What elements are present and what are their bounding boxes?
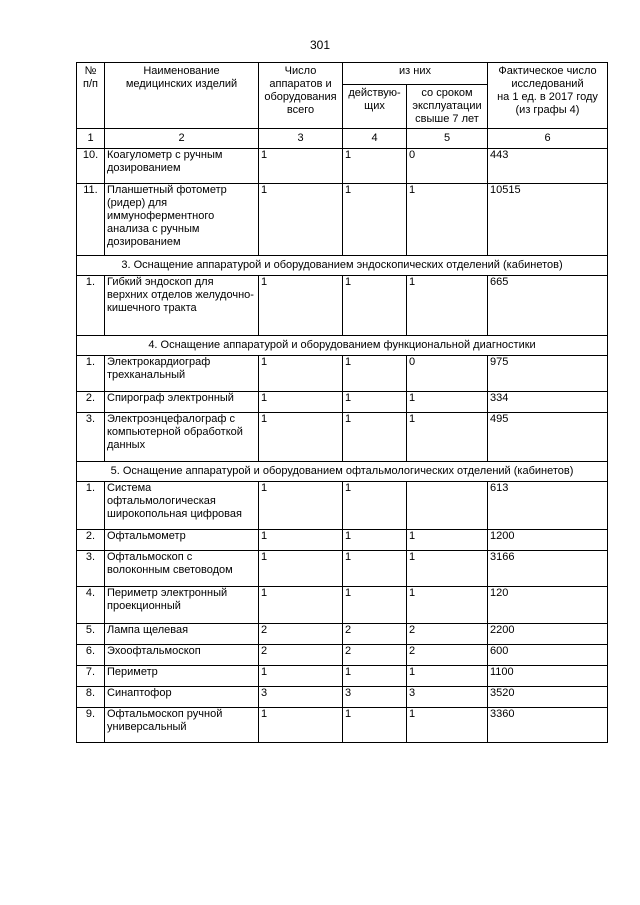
row-number: 4. bbox=[77, 587, 105, 624]
device-name: Планшетный фотометр (ридер) для иммуноферментного анализа с ручным дозированием bbox=[105, 184, 259, 256]
section-header-row bbox=[77, 336, 608, 356]
row-number: 6. bbox=[77, 645, 105, 666]
actual-studies: 665 bbox=[488, 276, 608, 336]
header-actual: Фактическое число исследований на 1 ед. в 2017 году (из графы 4) bbox=[488, 63, 608, 129]
table-row bbox=[77, 482, 608, 530]
total-count: 1 bbox=[259, 666, 343, 687]
device-name: Офтальмометр bbox=[105, 530, 259, 551]
row-number: 1. bbox=[77, 356, 105, 392]
total-count: 1 bbox=[259, 708, 343, 743]
active-count: 2 bbox=[343, 624, 407, 645]
active-count: 1 bbox=[343, 530, 407, 551]
device-name: Гибкий эндоскоп для верхних отделов желудочно-кишечного тракта bbox=[105, 276, 259, 336]
active-count: 2 bbox=[343, 645, 407, 666]
total-count: 1 bbox=[259, 392, 343, 413]
total-count: 1 bbox=[259, 356, 343, 392]
active-count: 1 bbox=[343, 392, 407, 413]
device-name: Синаптофор bbox=[105, 687, 259, 708]
over7-count: 1 bbox=[407, 413, 488, 462]
header-active: действую- щих bbox=[343, 85, 407, 129]
header-over7: со сроком эксплуатации свыше 7 лет bbox=[407, 85, 488, 129]
row-number: 11. bbox=[77, 184, 105, 256]
over7-count: 1 bbox=[407, 392, 488, 413]
device-name: Периметр электронный проекционный bbox=[105, 587, 259, 624]
page-number: 301 bbox=[309, 38, 331, 52]
active-count: 1 bbox=[343, 587, 407, 624]
row-number: 1. bbox=[77, 482, 105, 530]
section-title: 5. Оснащение аппаратурой и оборудованием офтальмологических отделений (кабинетов) bbox=[77, 462, 608, 482]
actual-studies: 443 bbox=[488, 149, 608, 184]
equipment-table bbox=[76, 62, 608, 743]
actual-studies: 120 bbox=[488, 587, 608, 624]
row-number: 8. bbox=[77, 687, 105, 708]
table-row bbox=[77, 687, 608, 708]
section-header-row bbox=[77, 462, 608, 482]
total-count: 1 bbox=[259, 276, 343, 336]
column-number: 5 bbox=[407, 129, 488, 149]
row-number: 10. bbox=[77, 149, 105, 184]
over7-count: 1 bbox=[407, 184, 488, 256]
table-row bbox=[77, 666, 608, 687]
table-row bbox=[77, 551, 608, 587]
active-count: 1 bbox=[343, 356, 407, 392]
total-count: 1 bbox=[259, 530, 343, 551]
over7-count: 2 bbox=[407, 645, 488, 666]
column-number: 3 bbox=[259, 129, 343, 149]
column-number: 1 bbox=[77, 129, 105, 149]
device-name: Периметр bbox=[105, 666, 259, 687]
table-row bbox=[77, 587, 608, 624]
total-count: 3 bbox=[259, 687, 343, 708]
over7-count: 2 bbox=[407, 624, 488, 645]
column-number: 2 bbox=[105, 129, 259, 149]
device-name: Электроэнцефалограф с компьютерной обработкой данных bbox=[105, 413, 259, 462]
table-row bbox=[77, 413, 608, 462]
table-row bbox=[77, 184, 608, 256]
row-number: 3. bbox=[77, 413, 105, 462]
actual-studies: 495 bbox=[488, 413, 608, 462]
device-name: Лампа щелевая bbox=[105, 624, 259, 645]
over7-count: 0 bbox=[407, 149, 488, 184]
row-number: 9. bbox=[77, 708, 105, 743]
row-number: 2. bbox=[77, 392, 105, 413]
total-count: 2 bbox=[259, 645, 343, 666]
row-number: 5. bbox=[77, 624, 105, 645]
over7-count bbox=[407, 482, 488, 530]
table-row bbox=[77, 356, 608, 392]
row-number: 3. bbox=[77, 551, 105, 587]
column-number: 4 bbox=[343, 129, 407, 149]
actual-studies: 334 bbox=[488, 392, 608, 413]
table-row bbox=[77, 392, 608, 413]
table-row bbox=[77, 708, 608, 743]
actual-studies: 2200 bbox=[488, 624, 608, 645]
device-name: Офтальмоскоп с волоконным световодом bbox=[105, 551, 259, 587]
actual-studies: 3166 bbox=[488, 551, 608, 587]
over7-count: 1 bbox=[407, 551, 488, 587]
actual-studies: 1200 bbox=[488, 530, 608, 551]
actual-studies: 613 bbox=[488, 482, 608, 530]
total-count: 1 bbox=[259, 413, 343, 462]
total-count: 1 bbox=[259, 184, 343, 256]
over7-count: 1 bbox=[407, 708, 488, 743]
device-name: Спирограф электронный bbox=[105, 392, 259, 413]
total-count: 1 bbox=[259, 149, 343, 184]
over7-count: 1 bbox=[407, 666, 488, 687]
actual-studies: 10515 bbox=[488, 184, 608, 256]
table-row bbox=[77, 624, 608, 645]
section-title: 4. Оснащение аппаратурой и оборудованием функциональной диагностики bbox=[77, 336, 608, 356]
active-count: 1 bbox=[343, 666, 407, 687]
active-count: 1 bbox=[343, 482, 407, 530]
active-count: 1 bbox=[343, 413, 407, 462]
table-row bbox=[77, 276, 608, 336]
actual-studies: 3360 bbox=[488, 708, 608, 743]
header-of-them: из них bbox=[343, 63, 488, 85]
device-name: Эхоофтальмоскоп bbox=[105, 645, 259, 666]
row-number: 7. bbox=[77, 666, 105, 687]
section-header-row bbox=[77, 256, 608, 276]
total-count: 2 bbox=[259, 624, 343, 645]
actual-studies: 3520 bbox=[488, 687, 608, 708]
section-title: 3. Оснащение аппаратурой и оборудованием эндоскопических отделений (кабинетов) bbox=[77, 256, 608, 276]
column-number-row bbox=[77, 129, 608, 149]
over7-count: 1 bbox=[407, 530, 488, 551]
active-count: 1 bbox=[343, 276, 407, 336]
table-row bbox=[77, 645, 608, 666]
device-name: Офтальмоскоп ручной универсальный bbox=[105, 708, 259, 743]
over7-count: 1 bbox=[407, 587, 488, 624]
active-count: 1 bbox=[343, 708, 407, 743]
device-name: Система офтальмологическая широкопольная цифровая bbox=[105, 482, 259, 530]
column-number: 6 bbox=[488, 129, 608, 149]
total-count: 1 bbox=[259, 587, 343, 624]
table-row bbox=[77, 149, 608, 184]
over7-count: 0 bbox=[407, 356, 488, 392]
header-name: Наименование медицинских изделий bbox=[105, 63, 259, 129]
table-row bbox=[77, 530, 608, 551]
actual-studies: 600 bbox=[488, 645, 608, 666]
header-num: № п/п bbox=[77, 63, 105, 129]
actual-studies: 975 bbox=[488, 356, 608, 392]
row-number: 2. bbox=[77, 530, 105, 551]
active-count: 1 bbox=[343, 551, 407, 587]
device-name: Коагулометр с ручным дозированием bbox=[105, 149, 259, 184]
over7-count: 1 bbox=[407, 276, 488, 336]
active-count: 3 bbox=[343, 687, 407, 708]
active-count: 1 bbox=[343, 149, 407, 184]
total-count: 1 bbox=[259, 482, 343, 530]
device-name: Электрокардиограф трехканальный bbox=[105, 356, 259, 392]
active-count: 1 bbox=[343, 184, 407, 256]
header-total: Число аппаратов и оборудования всего bbox=[259, 63, 343, 129]
total-count: 1 bbox=[259, 551, 343, 587]
over7-count: 3 bbox=[407, 687, 488, 708]
actual-studies: 1100 bbox=[488, 666, 608, 687]
row-number: 1. bbox=[77, 276, 105, 336]
